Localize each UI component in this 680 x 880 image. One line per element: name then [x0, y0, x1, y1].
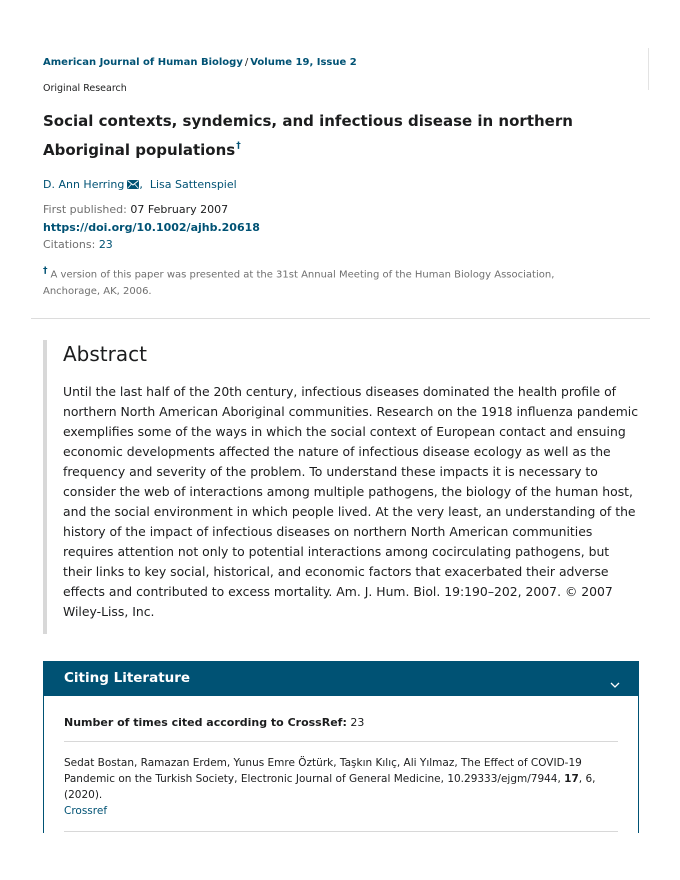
crossref-count-value: 23: [350, 716, 365, 729]
envelope-icon[interactable]: [127, 178, 139, 187]
first-published-row: [43, 201, 633, 219]
reference-volume: 17: [564, 773, 579, 785]
abstract-section: [43, 340, 641, 634]
publication-meta: [43, 201, 633, 254]
first-published-date: 07 February 2007: [130, 203, 229, 216]
title-footnote: [43, 263, 613, 300]
crossref-count: [64, 715, 618, 731]
breadcrumb-journal-link[interactable]: American Journal of Human Biology: [43, 57, 243, 68]
title-footnote-mark[interactable]: †: [236, 141, 241, 151]
footnote-mark: †: [43, 265, 48, 276]
citations-label: Citations:: [43, 238, 96, 251]
crossref-link[interactable]: Crossref: [64, 805, 108, 817]
citing-literature-panel: [43, 661, 639, 833]
abstract-text: Until the last half of the 20th century, infectious diseases dominated the health profile of northern North American Aboriginal communities. Research on the 1918 influenza pandemic exemplifies some of the ways in which the social context of European contact and ensuing economic developments affected the nature of infectious disease ecology as well as the frequency and severity of the problem. To understand these impacts it is necessary to consider the web of interactions among multiple pathogens, the biology of the human host, and the social environment in which people lived. At the very least, an understanding of the history of the impact of infectious diseases on northern North American communities requires attention not only to potential interactions among cocirculating pathogens, but their links to key social, historical, and economic factors that exacerbated their adverse effects and contributed to excess mortality. Am. J. Hum. Biol. 19:190–202, 2007. © 2007 Wiley-Liss, Inc.: [63, 384, 639, 619]
citing-literature-title: Citing Literature: [64, 670, 191, 686]
citing-separator-bottom: [64, 831, 618, 832]
doi-row: [43, 219, 633, 237]
header-divider: [31, 318, 650, 319]
author-list: [43, 177, 633, 193]
breadcrumb-issue-link[interactable]: Volume 19, Issue 2: [250, 57, 357, 68]
author-link-herring[interactable]: D. Ann Herring: [43, 178, 125, 191]
scrollbar-stub: [648, 48, 653, 90]
breadcrumb: [43, 56, 633, 70]
abstract-heading: Abstract: [63, 342, 147, 366]
author-link-sattenspiel[interactable]: Lisa Sattenspiel: [149, 178, 237, 191]
footnote-text: A version of this paper was presented at the 31st Annual Meeting of the Human Biology Association, Anchorage, AK, 2006.: [43, 268, 555, 297]
article-title-text: Social contexts, syndemics, and infectious disease in northern Aboriginal populations: [43, 112, 573, 159]
citations-row: [43, 236, 633, 254]
citing-literature-body: [44, 715, 638, 832]
article-header: [43, 56, 633, 300]
first-published-label: First published:: [43, 203, 127, 216]
citing-reference: [64, 755, 618, 819]
citing-separator: [64, 741, 618, 742]
reference-text: Sedat Bostan, Ramazan Erdem, Yunus Emre Öztürk, Taşkın Kılıç, Ali Yılmaz, The Effect of COVID-19 Pandemic on the Turkish Society, Electronic Journal of General Medicine, 10.29333/ejgm/7944,: [64, 757, 582, 785]
breadcrumb-separator: /: [244, 57, 249, 68]
citations-count-link[interactable]: 23: [98, 238, 113, 251]
doi-link[interactable]: https://doi.org/10.1002/ajhb.20618: [43, 220, 260, 234]
chevron-down-icon[interactable]: [610, 674, 620, 682]
article-title: [43, 109, 603, 163]
article-type: Original Research: [43, 83, 127, 94]
author-separator: ,: [139, 178, 143, 191]
crossref-count-label: Number of times cited according to CrossRef:: [64, 716, 347, 729]
reference-issue-year: , 6, (2020).: [64, 773, 596, 801]
citing-literature-toggle[interactable]: [44, 661, 638, 696]
